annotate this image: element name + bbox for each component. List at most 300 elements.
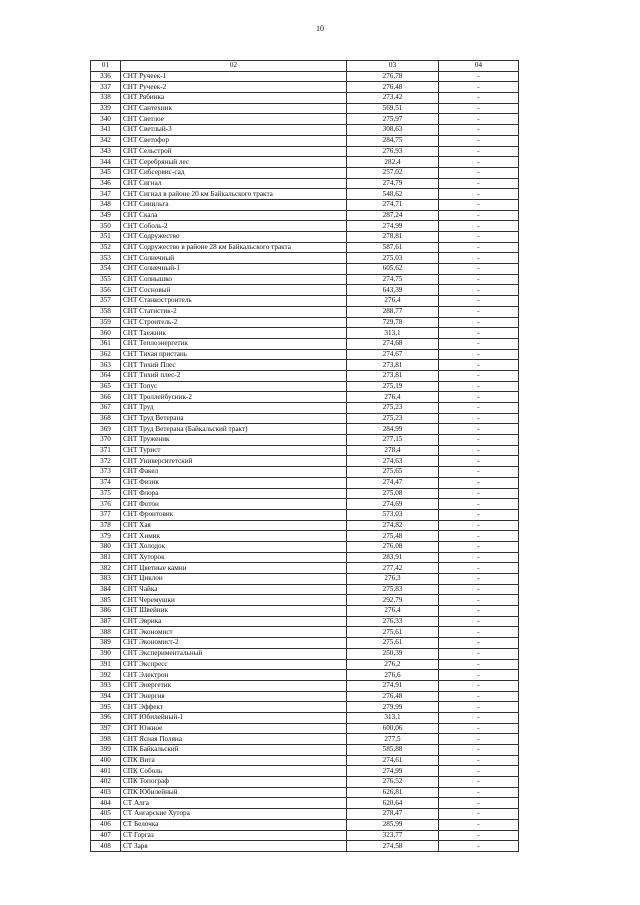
value-cell: 283,91 <box>347 552 439 563</box>
note-cell: - <box>439 841 519 852</box>
row-number-cell: 396 <box>91 712 121 723</box>
entity-name-cell: СНТ Физик <box>121 477 347 488</box>
row-number-cell: 366 <box>91 392 121 403</box>
row-number-cell: 359 <box>91 317 121 328</box>
note-cell: - <box>439 189 519 200</box>
table-row <box>91 734 519 745</box>
value-cell: 569,51 <box>347 103 439 114</box>
table-row <box>91 338 519 349</box>
value-cell: 275,97 <box>347 114 439 125</box>
row-number-cell: 376 <box>91 499 121 510</box>
note-cell: - <box>439 745 519 756</box>
table-row <box>91 199 519 210</box>
entity-name-cell: СНТ Ясная Поляна <box>121 734 347 745</box>
entity-name-cell: СНТ Хая <box>121 520 347 531</box>
entity-name-cell: СНТ Швейник <box>121 606 347 617</box>
note-cell: - <box>439 734 519 745</box>
entity-name-cell: СНТ Энергетик <box>121 680 347 691</box>
value-cell: 284,75 <box>347 135 439 146</box>
row-number-cell: 403 <box>91 787 121 798</box>
entity-name-cell: СНТ Экономист <box>121 627 347 638</box>
table-row <box>91 242 519 253</box>
header-col-4: 04 <box>439 61 519 72</box>
row-number-cell: 350 <box>91 221 121 232</box>
entity-name-cell: СНТ Таежник <box>121 328 347 339</box>
row-number-cell: 408 <box>91 841 121 852</box>
entity-name-cell: СНТ Ручеек-2 <box>121 82 347 93</box>
entity-name-cell: СНТ Труд <box>121 403 347 414</box>
row-number-cell: 369 <box>91 424 121 435</box>
entity-name-cell: СНТ Сантехник <box>121 103 347 114</box>
entity-name-cell: СНТ Черемушки <box>121 595 347 606</box>
row-number-cell: 398 <box>91 734 121 745</box>
value-cell: 278,4 <box>347 445 439 456</box>
note-cell: - <box>439 360 519 371</box>
note-cell: - <box>439 574 519 585</box>
row-number-cell: 367 <box>91 403 121 414</box>
value-cell: 284,99 <box>347 424 439 435</box>
value-cell: 275,23 <box>347 403 439 414</box>
note-cell: - <box>439 264 519 275</box>
row-number-cell: 371 <box>91 445 121 456</box>
table-row <box>91 745 519 756</box>
row-number-cell: 336 <box>91 71 121 82</box>
note-cell: - <box>439 584 519 595</box>
row-number-cell: 364 <box>91 370 121 381</box>
table-row <box>91 552 519 563</box>
value-cell: 285,99 <box>347 819 439 830</box>
entity-name-cell: СТ Горгаз <box>121 830 347 841</box>
table-row <box>91 392 519 403</box>
entity-name-cell: СПК Юбилейный <box>121 787 347 798</box>
value-cell: 313,1 <box>347 712 439 723</box>
table-row <box>91 456 519 467</box>
value-cell: 276,6 <box>347 670 439 681</box>
table-row <box>91 574 519 585</box>
entity-name-cell: СПК Байкальский <box>121 745 347 756</box>
entity-name-cell: СНТ Фронтовик <box>121 509 347 520</box>
value-cell: 620,64 <box>347 798 439 809</box>
table-row <box>91 328 519 339</box>
note-cell: - <box>439 221 519 232</box>
value-cell: 275,61 <box>347 627 439 638</box>
value-cell: 276,08 <box>347 541 439 552</box>
value-cell: 276,78 <box>347 71 439 82</box>
row-number-cell: 386 <box>91 606 121 617</box>
note-cell: - <box>439 167 519 178</box>
row-number-cell: 368 <box>91 413 121 424</box>
value-cell: 600,06 <box>347 723 439 734</box>
note-cell: - <box>439 659 519 670</box>
row-number-cell: 383 <box>91 574 121 585</box>
note-cell: - <box>439 285 519 296</box>
table-row <box>91 274 519 285</box>
entity-name-cell: СНТ Труженик <box>121 435 347 446</box>
table-row <box>91 680 519 691</box>
table-row <box>91 755 519 766</box>
entity-name-cell: СНТ Теплоэнергетик <box>121 338 347 349</box>
row-number-cell: 390 <box>91 648 121 659</box>
row-number-cell: 375 <box>91 488 121 499</box>
note-cell: - <box>439 595 519 606</box>
value-cell: 274,47 <box>347 477 439 488</box>
table-row <box>91 841 519 852</box>
row-number-cell: 341 <box>91 125 121 136</box>
note-cell: - <box>439 648 519 659</box>
row-number-cell: 394 <box>91 691 121 702</box>
table-row <box>91 606 519 617</box>
value-cell: 275,19 <box>347 381 439 392</box>
note-cell: - <box>439 723 519 734</box>
entity-name-cell: СНТ Университетский <box>121 456 347 467</box>
value-cell: 275,23 <box>347 413 439 424</box>
table-row <box>91 467 519 478</box>
row-number-cell: 346 <box>91 178 121 189</box>
table-row <box>91 93 519 104</box>
table-row <box>91 520 519 531</box>
row-number-cell: 348 <box>91 199 121 210</box>
table-row <box>91 616 519 627</box>
entity-name-cell: СНТ Флора <box>121 488 347 499</box>
registry-table <box>90 60 519 852</box>
note-cell: - <box>439 670 519 681</box>
note-cell: - <box>439 819 519 830</box>
note-cell: - <box>439 157 519 168</box>
table-row <box>91 221 519 232</box>
entity-name-cell: СНТ Топус <box>121 381 347 392</box>
value-cell: 274,68 <box>347 338 439 349</box>
value-cell: 274,71 <box>347 199 439 210</box>
value-cell: 278,47 <box>347 809 439 820</box>
entity-name-cell: СНТ Электрон <box>121 670 347 681</box>
value-cell: 323,77 <box>347 830 439 841</box>
note-cell: - <box>439 520 519 531</box>
row-number-cell: 363 <box>91 360 121 371</box>
entity-name-cell: СНТ Содружество <box>121 232 347 243</box>
entity-name-cell: СНТ Труд Ветерана <box>121 413 347 424</box>
row-number-cell: 387 <box>91 616 121 627</box>
table-row <box>91 296 519 307</box>
row-number-cell: 365 <box>91 381 121 392</box>
value-cell: 548,62 <box>347 189 439 200</box>
note-cell: - <box>439 338 519 349</box>
value-cell: 274,82 <box>347 520 439 531</box>
value-cell: 275,65 <box>347 467 439 478</box>
table-row <box>91 777 519 788</box>
row-number-cell: 340 <box>91 114 121 125</box>
note-cell: - <box>439 691 519 702</box>
note-cell: - <box>439 125 519 136</box>
note-cell: - <box>439 114 519 125</box>
row-number-cell: 360 <box>91 328 121 339</box>
row-number-cell: 400 <box>91 755 121 766</box>
row-number-cell: 354 <box>91 264 121 275</box>
entity-name-cell: СПК Соболь <box>121 766 347 777</box>
entity-name-cell: СНТ Светлый-3 <box>121 125 347 136</box>
entity-name-cell: СНТ Серебряный лес <box>121 157 347 168</box>
row-number-cell: 339 <box>91 103 121 114</box>
entity-name-cell: СНТ Солнышко <box>121 274 347 285</box>
entity-name-cell: СНТ Станкостроитель <box>121 296 347 307</box>
header-col-3: 03 <box>347 61 439 72</box>
note-cell: - <box>439 253 519 264</box>
value-cell: 276,48 <box>347 82 439 93</box>
row-number-cell: 381 <box>91 552 121 563</box>
entity-name-cell: СНТ Содружество в районе 28 км Байкальского тракта <box>121 242 347 253</box>
note-cell: - <box>439 146 519 157</box>
value-cell: 276,4 <box>347 296 439 307</box>
row-number-cell: 337 <box>91 82 121 93</box>
row-number-cell: 362 <box>91 349 121 360</box>
entity-name-cell: СНТ Энергия <box>121 691 347 702</box>
table-row <box>91 499 519 510</box>
entity-name-cell: СНТ Факел <box>121 467 347 478</box>
table-row <box>91 360 519 371</box>
note-cell: - <box>439 616 519 627</box>
table-row <box>91 627 519 638</box>
value-cell: 274,79 <box>347 178 439 189</box>
value-cell: 274,58 <box>347 841 439 852</box>
row-number-cell: 356 <box>91 285 121 296</box>
entity-name-cell: СНТ Соболь-2 <box>121 221 347 232</box>
table-row <box>91 167 519 178</box>
entity-name-cell: СТ Ангарские Хутора <box>121 809 347 820</box>
note-cell: - <box>439 809 519 820</box>
row-number-cell: 343 <box>91 146 121 157</box>
note-cell: - <box>439 766 519 777</box>
entity-name-cell: СНТ Экспресс <box>121 659 347 670</box>
value-cell: 282,4 <box>347 157 439 168</box>
entity-name-cell: СНТ Солнечный <box>121 253 347 264</box>
value-cell: 274,99 <box>347 766 439 777</box>
note-cell: - <box>439 477 519 488</box>
value-cell: 288,77 <box>347 306 439 317</box>
note-cell: - <box>439 328 519 339</box>
entity-name-cell: СНТ Рябинка <box>121 93 347 104</box>
row-number-cell: 385 <box>91 595 121 606</box>
value-cell: 274,67 <box>347 349 439 360</box>
table-row <box>91 157 519 168</box>
value-cell: 587,61 <box>347 242 439 253</box>
table-row <box>91 584 519 595</box>
entity-name-cell: СПК Вита <box>121 755 347 766</box>
note-cell: - <box>439 702 519 713</box>
row-number-cell: 374 <box>91 477 121 488</box>
table-row <box>91 670 519 681</box>
table-row <box>91 488 519 499</box>
row-number-cell: 388 <box>91 627 121 638</box>
table-row <box>91 189 519 200</box>
note-cell: - <box>439 392 519 403</box>
note-cell: - <box>439 210 519 221</box>
note-cell: - <box>439 135 519 146</box>
value-cell: 274,75 <box>347 274 439 285</box>
entity-name-cell: СНТ Синильга <box>121 199 347 210</box>
note-cell: - <box>439 467 519 478</box>
table-row <box>91 103 519 114</box>
table-row <box>91 691 519 702</box>
note-cell: - <box>439 552 519 563</box>
value-cell: 643,39 <box>347 285 439 296</box>
value-cell: 276,4 <box>347 392 439 403</box>
row-number-cell: 349 <box>91 210 121 221</box>
value-cell: 275,48 <box>347 531 439 542</box>
table-row <box>91 370 519 381</box>
entity-name-cell: СТ Белочка <box>121 819 347 830</box>
table-header-row <box>91 61 519 72</box>
table-row <box>91 531 519 542</box>
table-row <box>91 349 519 360</box>
entity-name-cell: СНТ Эффект <box>121 702 347 713</box>
table-row <box>91 766 519 777</box>
row-number-cell: 391 <box>91 659 121 670</box>
value-cell: 274,61 <box>347 755 439 766</box>
table-row <box>91 71 519 82</box>
note-cell: - <box>439 71 519 82</box>
value-cell: 274,91 <box>347 680 439 691</box>
value-cell: 585,88 <box>347 745 439 756</box>
row-number-cell: 380 <box>91 541 121 552</box>
note-cell: - <box>439 531 519 542</box>
row-number-cell: 402 <box>91 777 121 788</box>
entity-name-cell: СНТ Цветные камни <box>121 563 347 574</box>
entity-name-cell: СНТ Светофор <box>121 135 347 146</box>
note-cell: - <box>439 787 519 798</box>
value-cell: 276,33 <box>347 616 439 627</box>
row-number-cell: 355 <box>91 274 121 285</box>
entity-name-cell: СНТ Строитель-2 <box>121 317 347 328</box>
table-row <box>91 253 519 264</box>
note-cell: - <box>439 381 519 392</box>
value-cell: 573,03 <box>347 509 439 520</box>
table-row <box>91 381 519 392</box>
note-cell: - <box>439 178 519 189</box>
row-number-cell: 407 <box>91 830 121 841</box>
value-cell: 276,48 <box>347 691 439 702</box>
row-number-cell: 404 <box>91 798 121 809</box>
value-cell: 276,4 <box>347 606 439 617</box>
note-cell: - <box>439 638 519 649</box>
note-cell: - <box>439 199 519 210</box>
table-row <box>91 798 519 809</box>
row-number-cell: 405 <box>91 809 121 820</box>
value-cell: 275,08 <box>347 488 439 499</box>
value-cell: 274,99 <box>347 221 439 232</box>
table-row <box>91 702 519 713</box>
entity-name-cell: СНТ Скала <box>121 210 347 221</box>
entity-name-cell: СНТ Светлое <box>121 114 347 125</box>
entity-name-cell: СНТ Тихий Плес <box>121 360 347 371</box>
value-cell: 626,81 <box>347 787 439 798</box>
note-cell: - <box>439 541 519 552</box>
entity-name-cell: СНТ Фотон <box>121 499 347 510</box>
header-col-2: 02 <box>121 61 347 72</box>
note-cell: - <box>439 499 519 510</box>
note-cell: - <box>439 413 519 424</box>
note-cell: - <box>439 424 519 435</box>
note-cell: - <box>439 680 519 691</box>
value-cell: 273,81 <box>347 360 439 371</box>
table-row <box>91 114 519 125</box>
table-row <box>91 477 519 488</box>
table-row <box>91 264 519 275</box>
row-number-cell: 342 <box>91 135 121 146</box>
row-number-cell: 372 <box>91 456 121 467</box>
value-cell: 277,5 <box>347 734 439 745</box>
note-cell: - <box>439 777 519 788</box>
note-cell: - <box>439 349 519 360</box>
entity-name-cell: СНТ Сигнал в районе 20 км Байкальского тракта <box>121 189 347 200</box>
table-row <box>91 232 519 243</box>
value-cell: 277,15 <box>347 435 439 446</box>
value-cell: 274,69 <box>347 499 439 510</box>
note-cell: - <box>439 370 519 381</box>
table-row <box>91 563 519 574</box>
entity-name-cell: СНТ Чайка <box>121 584 347 595</box>
row-number-cell: 395 <box>91 702 121 713</box>
entity-name-cell: СНТ Химик <box>121 531 347 542</box>
row-number-cell: 393 <box>91 680 121 691</box>
note-cell: - <box>439 712 519 723</box>
entity-name-cell: СТ Заря <box>121 841 347 852</box>
entity-name-cell: СНТ Солнечный-1 <box>121 264 347 275</box>
table-row <box>91 146 519 157</box>
entity-name-cell: СНТ Статистик-2 <box>121 306 347 317</box>
table-row <box>91 723 519 734</box>
row-number-cell: 382 <box>91 563 121 574</box>
value-cell: 292,79 <box>347 595 439 606</box>
row-number-cell: 399 <box>91 745 121 756</box>
note-cell: - <box>439 445 519 456</box>
entity-name-cell: СНТ Сельстрой <box>121 146 347 157</box>
entity-name-cell: СНТ Экспериментальный <box>121 648 347 659</box>
row-number-cell: 392 <box>91 670 121 681</box>
row-number-cell: 379 <box>91 531 121 542</box>
row-number-cell: 361 <box>91 338 121 349</box>
table-row <box>91 135 519 146</box>
row-number-cell: 345 <box>91 167 121 178</box>
entity-name-cell: СНТ Сигнал <box>121 178 347 189</box>
row-number-cell: 351 <box>91 232 121 243</box>
entity-name-cell: СНТ Южное <box>121 723 347 734</box>
note-cell: - <box>439 274 519 285</box>
table-row <box>91 595 519 606</box>
table-row <box>91 413 519 424</box>
table-body <box>91 71 519 851</box>
value-cell: 308,63 <box>347 125 439 136</box>
value-cell: 605,62 <box>347 264 439 275</box>
row-number-cell: 358 <box>91 306 121 317</box>
note-cell: - <box>439 82 519 93</box>
entity-name-cell: СНТ Циклон <box>121 574 347 585</box>
entity-name-cell: СНТ Сибсервис-сад <box>121 167 347 178</box>
entity-name-cell: СНТ Сосновый <box>121 285 347 296</box>
note-cell: - <box>439 242 519 253</box>
note-cell: - <box>439 798 519 809</box>
row-number-cell: 373 <box>91 467 121 478</box>
table-row <box>91 210 519 221</box>
note-cell: - <box>439 317 519 328</box>
entity-name-cell: СНТ Эврика <box>121 616 347 627</box>
note-cell: - <box>439 93 519 104</box>
entity-name-cell: СНТ Юбилейный-1 <box>121 712 347 723</box>
table-row <box>91 638 519 649</box>
value-cell: 729,78 <box>347 317 439 328</box>
row-number-cell: 378 <box>91 520 121 531</box>
entity-name-cell: СНТ Тихая пристань <box>121 349 347 360</box>
table-row <box>91 445 519 456</box>
value-cell: 287,24 <box>347 210 439 221</box>
